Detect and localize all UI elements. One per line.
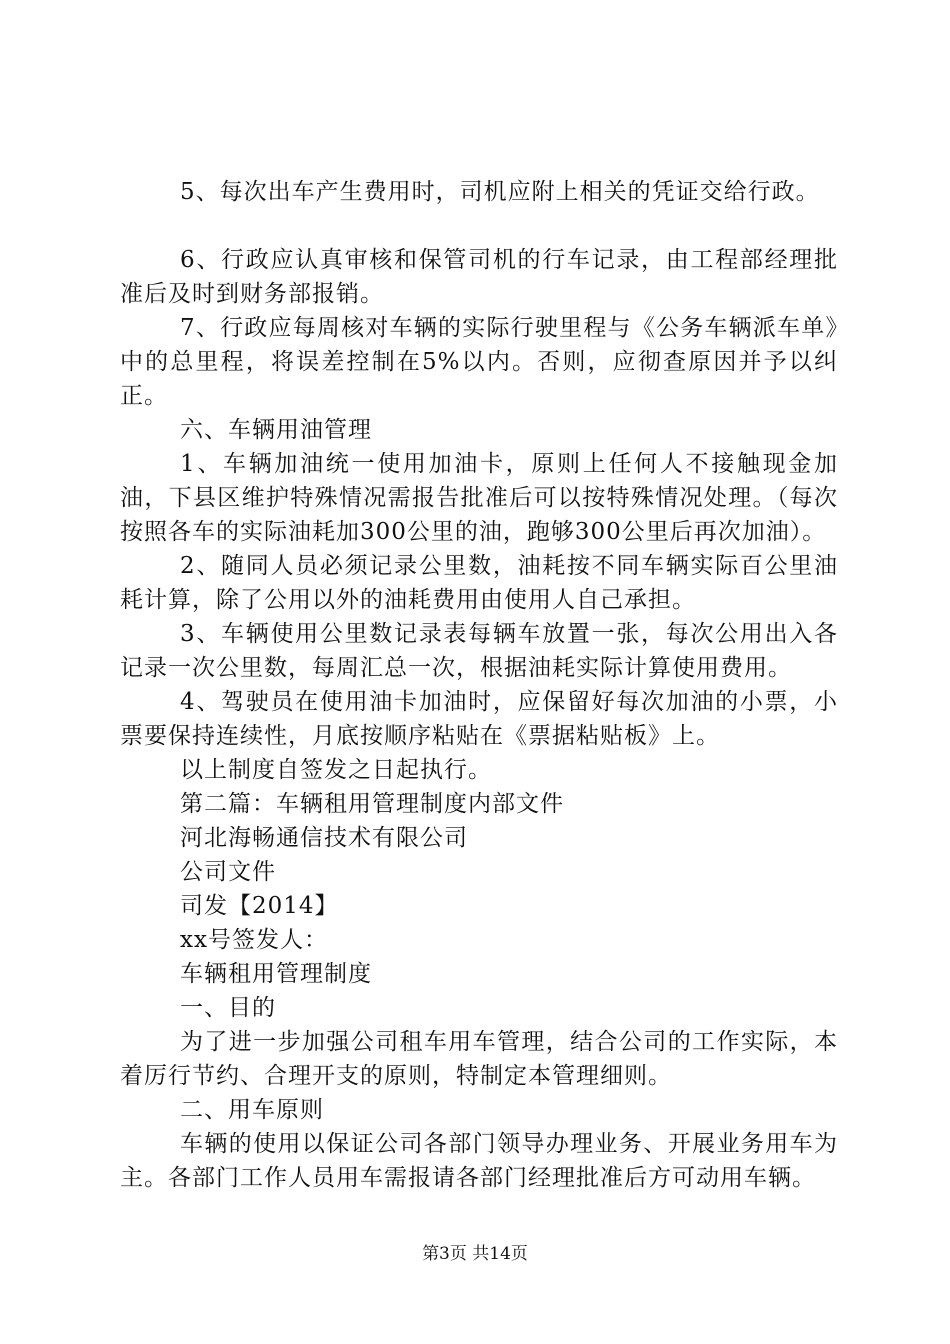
section-heading-principles: 二、用车原则 xyxy=(180,1097,324,1123)
section-heading-fuel: 六、车辆用油管理 xyxy=(180,417,372,443)
paragraph-mileage-check: 7、行政应每周核对车辆的实际行驶里程与《公务车辆派车单》中的总里程，将误差控制在5%以内。否则，应彻查原因并予以纠正。 xyxy=(120,315,838,409)
document-body xyxy=(120,175,838,1195)
company-name: 河北海畅通信技术有限公司 xyxy=(180,825,468,851)
signer-line: xx号签发人： xyxy=(180,927,328,953)
paragraph-effective-date: 以上制度自签发之日起执行。 xyxy=(180,757,492,783)
paragraph-mileage-log: 3、车辆使用公里数记录表每辆车放置一张，每次公用出入各记录一次公里数，每周汇总一次，根据油耗实际计算使用费用。 xyxy=(120,621,838,681)
paragraph-travel-records: 6、行政应认真审核和保管司机的行车记录，由工程部经理批准后及时到财务部报销。 xyxy=(120,247,838,307)
chapter-title: 第二篇：车辆租用管理制度内部文件 xyxy=(180,791,564,817)
document-number: 司发【2014】 xyxy=(180,893,339,919)
paragraph-expense-vouchers: 5、每次出车产生费用时，司机应附上相关的凭证交给行政。 xyxy=(180,179,820,205)
paragraph-mileage-recording: 2、随同人员必须记录公里数，油耗按不同车辆实际百公里油耗计算，除了公用以外的油耗费用由使用人自己承担。 xyxy=(120,553,838,613)
document-type: 公司文件 xyxy=(180,859,276,885)
page-footer: 第3页 共14页 xyxy=(422,1244,528,1264)
paragraph-principles: 车辆的使用以保证公司各部门领导办理业务、开展业务用车为主。各部门工作人员用车需报请各部门经理批准后方可动用车辆。 xyxy=(120,1131,838,1191)
paragraph-fuel-receipts: 4、驾驶员在使用油卡加油时，应保留好每次加油的小票，小票要保持连续性，月底按顺序粘贴在《票据粘贴板》上。 xyxy=(120,689,838,749)
regulation-title: 车辆租用管理制度 xyxy=(180,961,372,987)
paragraph-fuel-card: 1、车辆加油统一使用加油卡，原则上任何人不接触现金加油，下县区维护特殊情况需报告批准后可以按特殊情况处理。（每次按照各车的实际油耗加300公里的油，跑够300公里后再次加油）。 xyxy=(120,451,838,545)
paragraph-purpose: 为了进一步加强公司租车用车管理，结合公司的工作实际，本着厉行节约、合理开支的原则，特制定本管理细则。 xyxy=(120,1029,838,1089)
section-heading-purpose: 一、目的 xyxy=(180,995,276,1021)
